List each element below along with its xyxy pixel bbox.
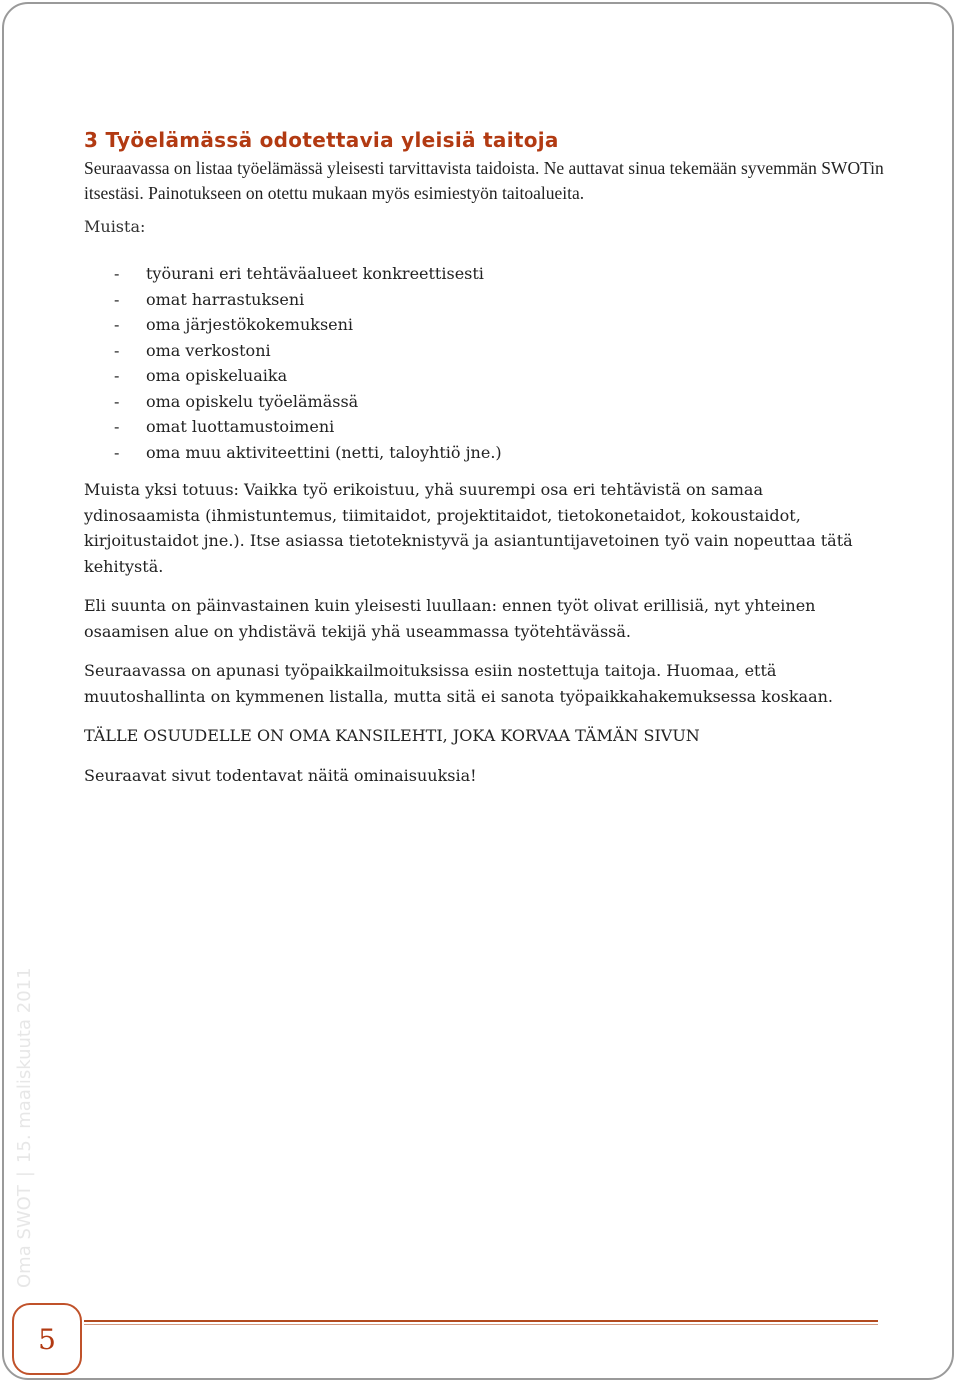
list-item <box>114 312 884 338</box>
list-item <box>114 440 884 466</box>
footer-separator: | <box>14 1171 35 1178</box>
list-item-text: omat harrastukseni <box>146 289 305 309</box>
dash-marker: - <box>114 315 120 334</box>
list-item <box>114 414 884 440</box>
intro-paragraph: Seuraavassa on listaa työelämässä yleisesti tarvittavista taidoista. Ne auttavat sinua tekemään syvemmän SWOTin itsestäsi. Painotukseen on otettu mukaan myös esimiestyön taitoalueita. <box>84 158 884 203</box>
side-footer-text <box>14 967 35 1288</box>
list-item-text: työurani eri tehtäväalueet konkreettisesti <box>146 264 484 283</box>
body-paragraph-job-ads: Seuraavassa on apunasi työpaikkailmoituksissa esiin nostettuja taitoja. Huomaa, että muutoshallinta on kymmenen listalla, mutta sitä ei sanota työpaikkahakemuksessa koskaan. <box>84 661 833 706</box>
list-item <box>114 338 884 364</box>
list-item <box>114 287 884 313</box>
body-paragraph-direction: Eli suunta on päinvastainen kuin yleisesti luullaan: ennen työt olivat erillisiä, nyt yhteinen osaamisen alue on yhdistävä tekijä yhä useammassa työtehtävässä. <box>84 596 816 641</box>
closing-line: Seuraavat sivut todentavat näitä ominaisuuksia! <box>84 765 477 785</box>
dash-marker: - <box>114 366 120 385</box>
dash-marker: - <box>114 442 120 462</box>
dash-marker: - <box>114 289 120 309</box>
list-item <box>114 389 884 415</box>
list-item-text: oma muu aktiviteettini (netti, taloyhtiö jne.) <box>146 442 502 462</box>
list-item-text: oma verkostoni <box>146 340 271 360</box>
cover-notice: TÄLLE OSUUDELLE ON OMA KANSILEHTI, JOKA KORVAA TÄMÄN SIVUN <box>84 726 700 745</box>
dash-marker: - <box>114 417 120 436</box>
remember-label: Muista: <box>84 217 146 236</box>
section-heading: 3 Työelämässä odotettavia yleisiä taitoja <box>84 128 559 152</box>
remember-list <box>114 261 884 465</box>
dash-marker: - <box>114 264 120 283</box>
body-paragraph-core-skills: Muista yksi totuus: Vaikka työ erikoistuu, yhä suurempi osa eri tehtävistä on samaa ydinosaamista (ihmistuntemus, tiimitaidot, projektitaidot, tietokonetaidot, kokoustaidot, kirjoitustaidot jne.). Itse asiassa tietoteknistyvä ja asiantuntijavetoinen työ vain nopeuttaa tätä kehitystä. <box>84 480 853 576</box>
list-item-text: omat luottamustoimeni <box>146 417 335 436</box>
list-item-text: oma opiskelu työelämässä <box>146 391 359 411</box>
list-item <box>114 363 884 389</box>
document-date: 15. maaliskuuta 2011 <box>14 967 35 1164</box>
dash-marker: - <box>114 391 120 411</box>
list-item-text: oma järjestökokemukseni <box>146 315 354 334</box>
footer-rule <box>84 1320 878 1322</box>
dash-marker: - <box>114 340 120 360</box>
list-item-text: oma opiskeluaika <box>146 366 288 385</box>
page-content <box>84 128 884 802</box>
document-title: Oma SWOT <box>14 1185 35 1288</box>
page-number: 5 <box>12 1303 82 1375</box>
list-item <box>114 261 884 287</box>
footer-rule-thin <box>84 1324 878 1325</box>
